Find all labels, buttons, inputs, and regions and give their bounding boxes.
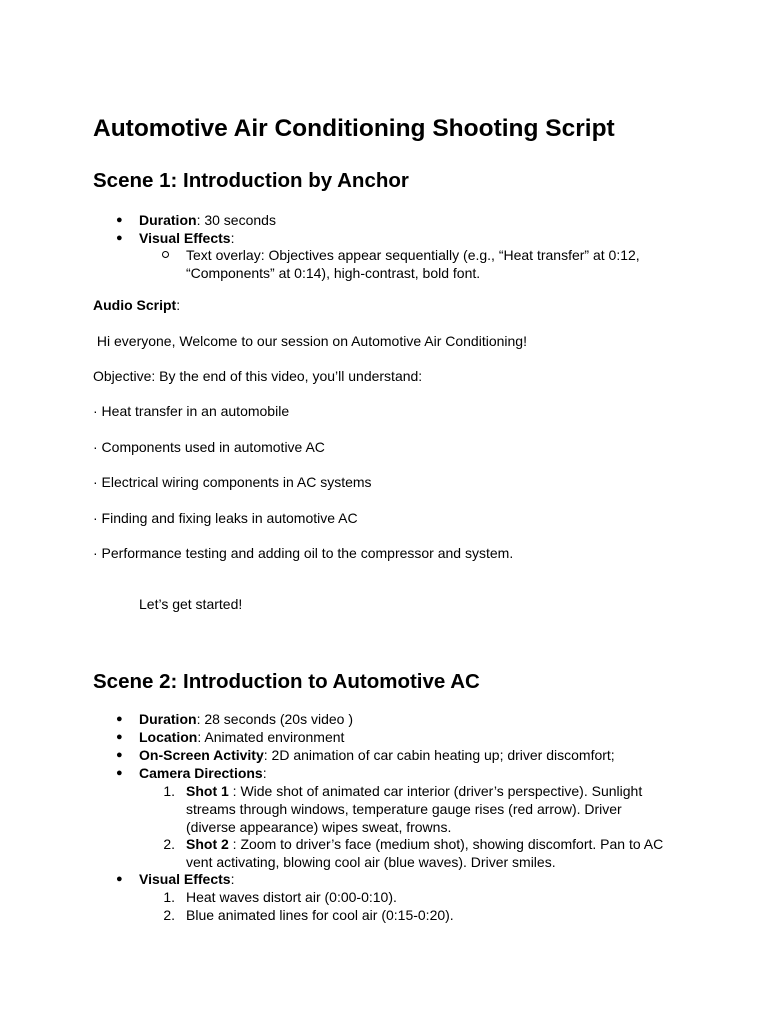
list-number: 1. — [163, 783, 175, 799]
effect-item: Blue animated lines for cool air (0:15-0:20). — [186, 907, 454, 923]
scene2-camera-directions: Camera Directions: — [139, 765, 267, 781]
objective-item: · Components used in automotive AC — [93, 439, 325, 455]
scene1-duration: Duration: 30 seconds — [139, 212, 276, 228]
closing-line: Let’s get started! — [139, 596, 243, 612]
scene1-heading: Scene 1: Introduction by Anchor — [93, 169, 409, 192]
shot-2-line-2: vent activating, blowing cool air (blue waves). Driver smiles. — [186, 854, 556, 870]
bullet-icon: ● — [116, 731, 123, 743]
objective-item: · Finding and fixing leaks in automotive AC — [93, 510, 358, 526]
overlay-line-2: “Components” at 0:14), high-contrast, bold font. — [186, 265, 481, 281]
bullet-icon: ● — [116, 214, 123, 226]
bullet-icon: ● — [116, 873, 123, 885]
bullet-icon: ● — [116, 767, 123, 779]
scene2-location: Location: Animated environment — [139, 729, 345, 745]
scene2-duration: Duration: 28 seconds (20s video ) — [139, 711, 353, 727]
bullet-icon: ● — [116, 749, 123, 761]
objective-intro: Objective: By the end of this video, you’ll understand: — [93, 368, 423, 384]
shot-2-line-1: Shot 2 : Zoom to driver’s face (medium shot), showing discomfort. Pan to AC — [186, 836, 664, 852]
bullet-icon: ● — [116, 232, 123, 244]
overlay-line-1: Text overlay: Objectives appear sequentially (e.g., “Heat transfer” at 0:12, — [186, 247, 640, 263]
scene2-heading: Scene 2: Introduction to Automotive AC — [93, 670, 480, 693]
list-number: 2. — [163, 907, 175, 923]
shot-1-line-3: (diverse appearance) wipes sweat, frowns. — [186, 819, 452, 835]
effect-item: Heat waves distort air (0:00-0:10). — [186, 889, 397, 905]
audio-script-label: Audio Script: — [93, 297, 181, 313]
document-title: Automotive Air Conditioning Shooting Script — [93, 115, 615, 142]
objective-item: · Heat transfer in an automobile — [93, 403, 290, 419]
scene1-visual-effects: Visual Effects: — [139, 230, 235, 246]
objective-item: · Electrical wiring components in AC systems — [93, 474, 372, 490]
greeting: Hi everyone, Welcome to our session on Automotive Air Conditioning! — [93, 333, 527, 349]
bullet-icon: ● — [116, 713, 123, 725]
scene2-onscreen-activity: On-Screen Activity: 2D animation of car cabin heating up; driver discomfort; — [139, 747, 615, 763]
list-number: 1. — [163, 889, 175, 905]
scene2-visual-effects: Visual Effects: — [139, 871, 235, 887]
shot-1-line-1: Shot 1 : Wide shot of animated car interior (driver’s perspective). Sunlight — [186, 783, 643, 799]
circle-bullet-icon — [162, 251, 169, 258]
list-number: 2. — [163, 836, 175, 852]
shot-1-line-2: streams through windows, temperature gauge rises (red arrow). Driver — [186, 801, 622, 817]
objective-item: · Performance testing and adding oil to the compressor and system. — [93, 545, 514, 561]
